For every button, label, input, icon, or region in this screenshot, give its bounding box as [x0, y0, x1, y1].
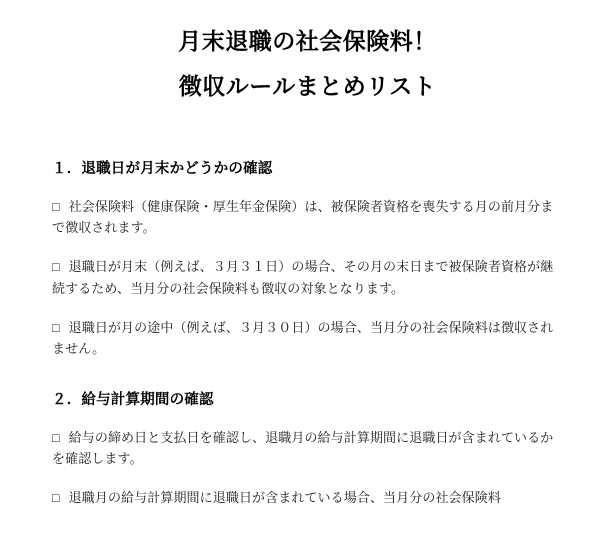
checklist-item — [52, 256, 563, 298]
section-1-heading: １．退職日が月末かどうかの確認 — [52, 161, 273, 177]
checklist-item-text: 退職日が月の途中（例えば、３月３０日）の場合、当月分の社会保険料は徴収されません。 — [52, 319, 554, 356]
section-1 — [52, 157, 563, 359]
section-2-heading: ２．給与計算期間の確認 — [52, 391, 214, 408]
checkbox-icon[interactable]: □ — [52, 260, 60, 275]
checkbox-icon[interactable]: □ — [52, 430, 60, 445]
page-title-line-1: 月末退職の社会保険料！ — [178, 28, 437, 54]
checklist-item — [52, 427, 563, 469]
checkbox-icon[interactable]: □ — [52, 320, 60, 335]
checklist-item-text: 社会保険料（健康保険・厚生年金保険）は、被保険者資格を喪失する月の前月分まで徴収されます。 — [52, 199, 554, 236]
checklist-item — [52, 487, 563, 508]
checklist-item-text: 退職日が月末（例えば、３月３１日）の場合、その月の末日まで被保険者資格が継続するため、当月分の社会保険料も徴収の対象となります。 — [52, 259, 554, 296]
checklist-item-text: 給与の締め日と支払日を確認し、退職月の給与計算期間に退職日が含まれているかを確認します。 — [52, 429, 554, 467]
checkbox-icon[interactable]: □ — [52, 491, 60, 506]
checklist-item — [52, 196, 563, 238]
document-page — [0, 30, 615, 551]
page-title-line-2: 徴収ルールまとめリスト — [178, 73, 437, 99]
checklist-item — [52, 317, 563, 359]
section-2 — [52, 388, 563, 509]
checkbox-icon[interactable]: □ — [52, 200, 60, 214]
checklist-item-text: 退職月の給与計算期間に退職日が含まれている場合、当月分の社会保険料 — [68, 490, 501, 506]
